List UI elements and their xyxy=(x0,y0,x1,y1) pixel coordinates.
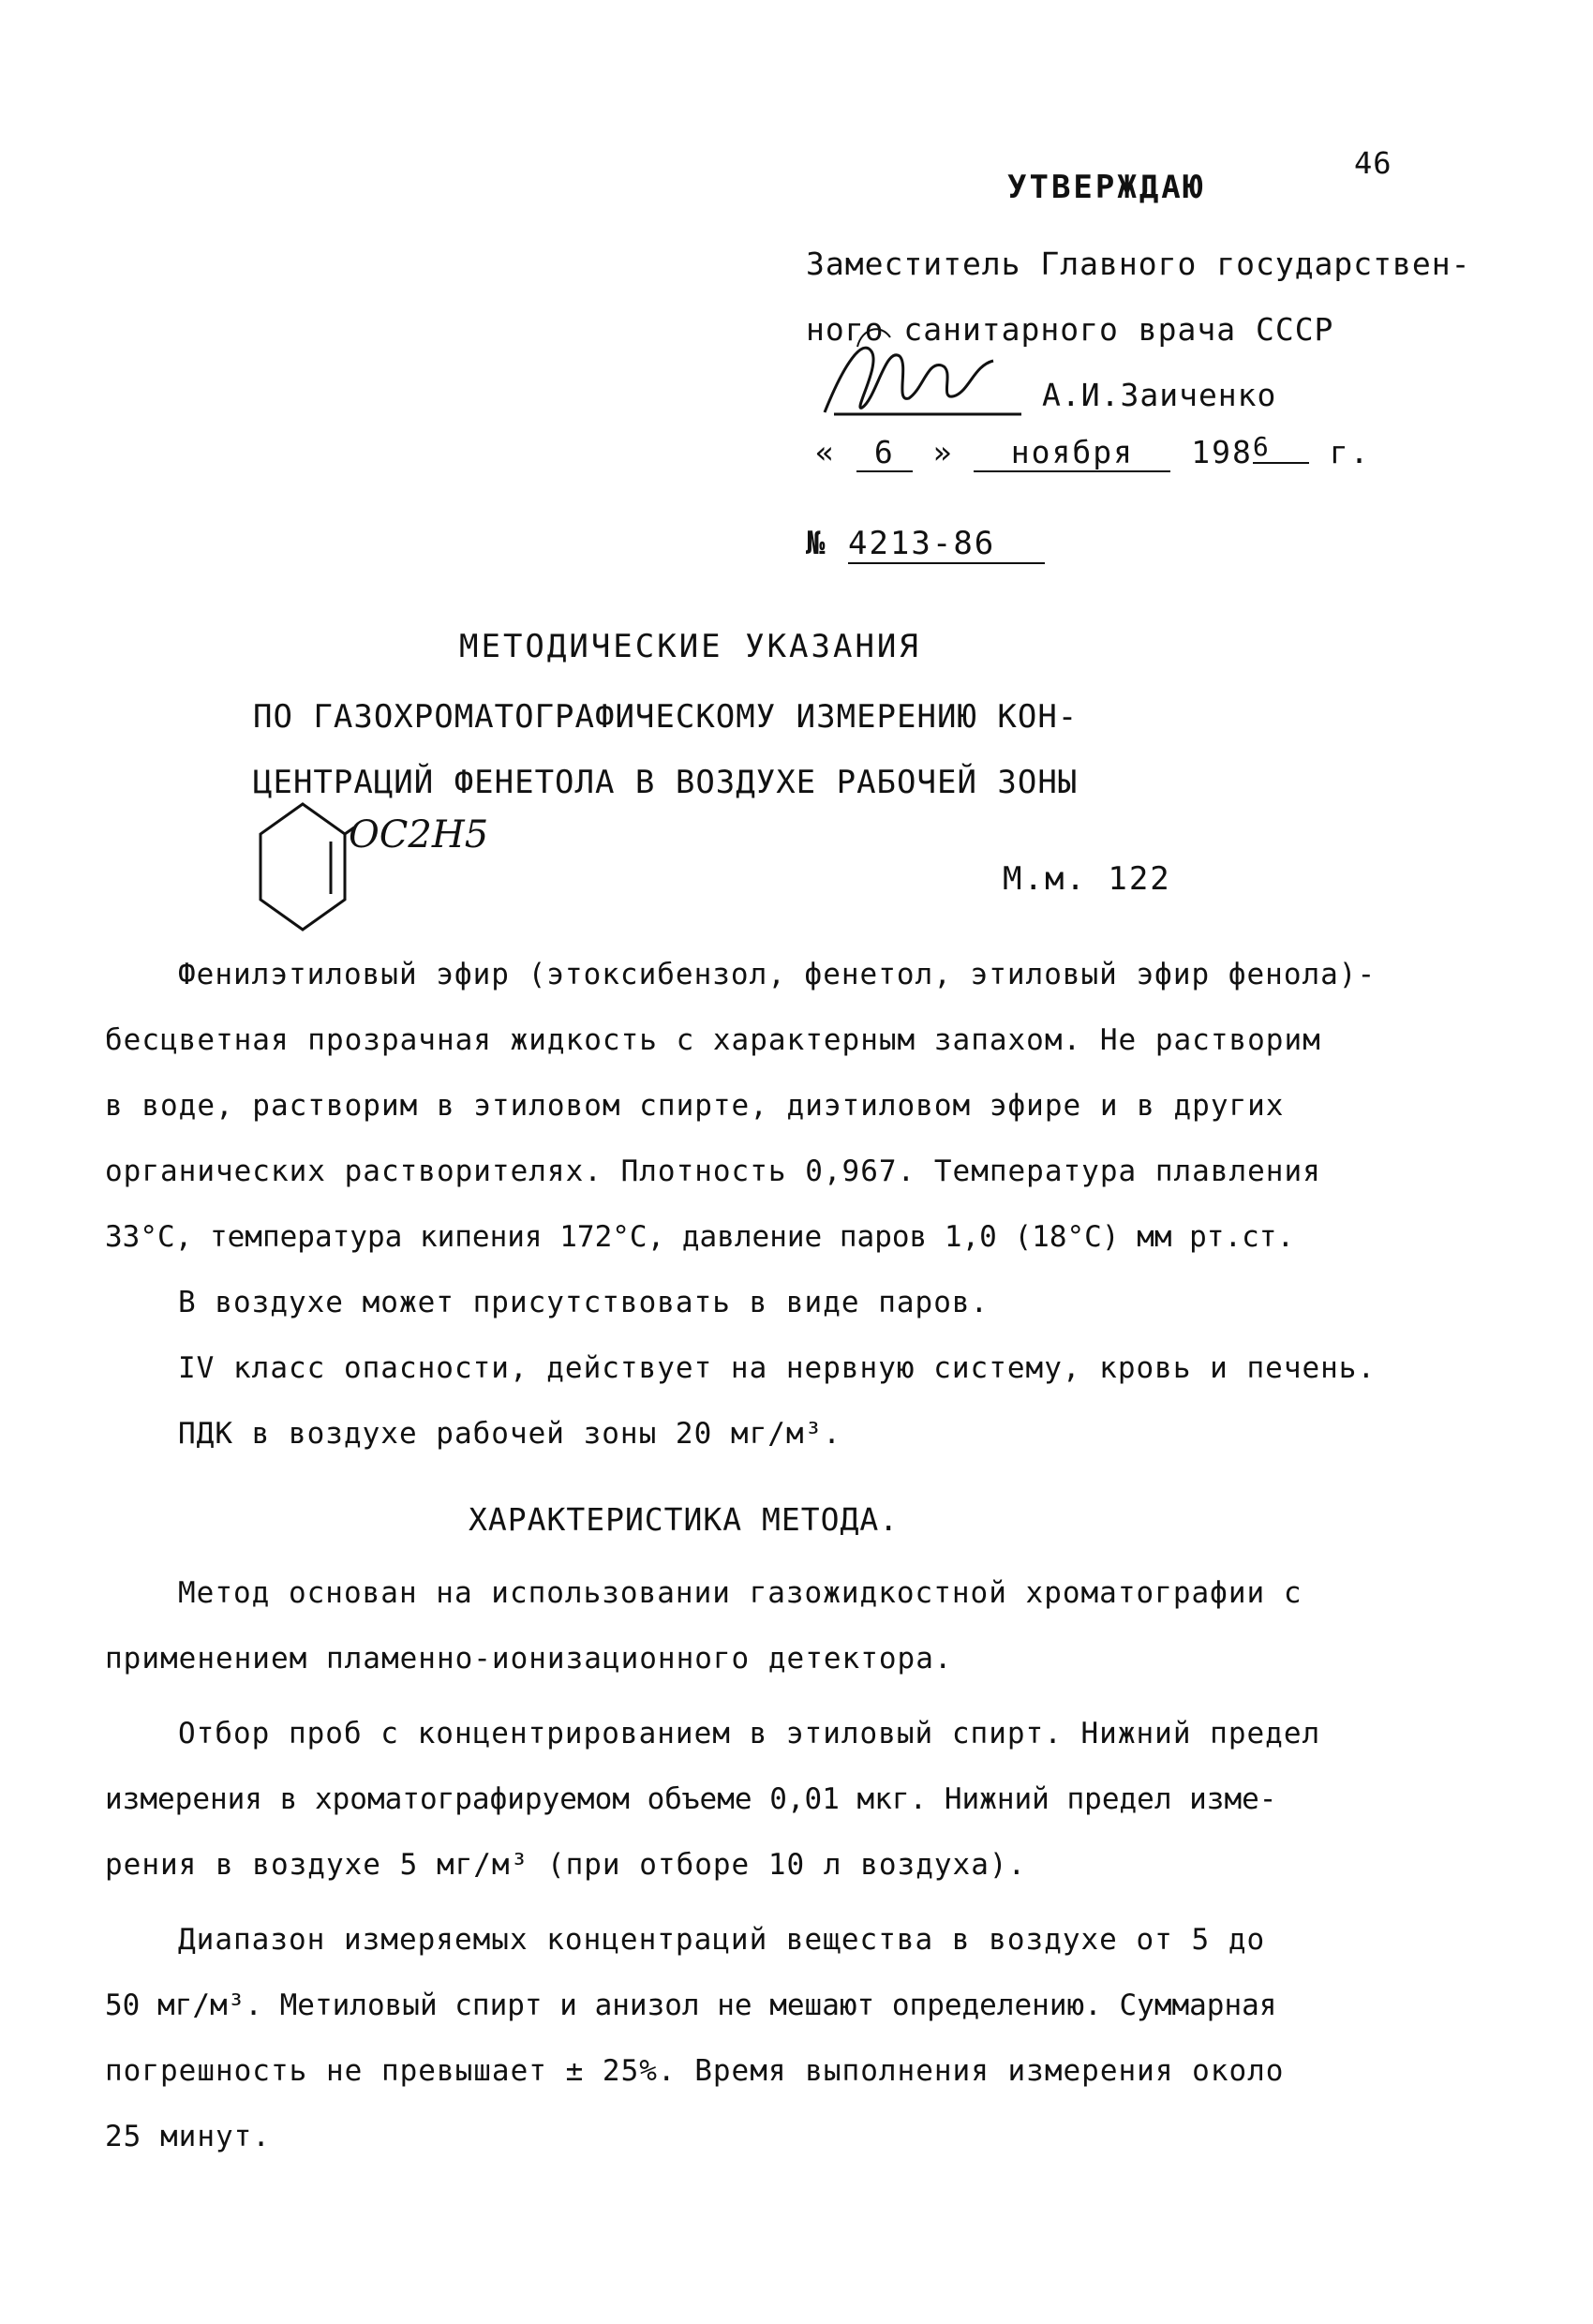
approval-line-2: ного санитарного врача СССР xyxy=(806,311,1334,348)
number-sign: № xyxy=(806,525,827,562)
method-p2-line-1: Отбор проб с концентрированием в этиловый спирт. Нижний предел xyxy=(178,1717,1321,1750)
method-p1-line-2: применением пламенно-ионизационного детектора. xyxy=(105,1642,953,1676)
approval-heading: УТВЕРЖДАЮ xyxy=(1007,169,1206,206)
description-line-1: Фенилэтиловый эфир (этоксибензол, фенетол, этиловый эфир фенола)- xyxy=(178,958,1377,991)
title-line-3: ЦЕНТРАЦИЙ ФЕНЕТОЛА В ВОЗДУХЕ РАБОЧЕЙ ЗОНЫ xyxy=(253,764,1079,801)
date-year-unit: г. xyxy=(1329,434,1371,470)
method-heading: ХАРАКТЕРИСТИКА МЕТОДА. xyxy=(469,1501,900,1538)
description-line-2: бесцветная прозрачная жидкость с характерным запахом. Не растворим xyxy=(105,1023,1321,1057)
benzene-ring-diagram xyxy=(251,797,354,946)
method-p3-line-4: 25 минут. xyxy=(105,2120,271,2153)
description-line-3: в воде, растворим в этиловом спирте, диэтиловом эфире и в других xyxy=(105,1089,1285,1123)
date-month: ноября xyxy=(974,434,1170,472)
method-p2-line-2: измерения в хроматографируемом объеме 0,01 мкг. Нижний предел изме- xyxy=(105,1782,1277,1816)
method-p3-line-2: 50 мг/м³. Метиловый спирт и анизол не мешают определению. Суммарная xyxy=(105,1989,1277,2022)
method-p2-line-3: рения в воздухе 5 мг/м³ (при отборе 10 л воздуха). xyxy=(105,1848,1027,1882)
formula-substituent xyxy=(349,813,488,857)
method-p3-line-3: погрешность не превышает ± 25%. Время выполнения измерения около xyxy=(105,2054,1285,2088)
date-close-quote: » xyxy=(932,434,954,470)
date-year-suffix: 6 xyxy=(1253,431,1309,464)
note-hazard-class: IV класс опасности, действует на нервную систему, кровь и печень. xyxy=(178,1351,1377,1385)
date-year-prefix: 198 xyxy=(1191,434,1253,470)
date-open-quote: « xyxy=(815,434,836,470)
title-line-2: ПО ГАЗОХРОМАТОГРАФИЧЕСКОМУ ИЗМЕРЕНИЮ КОН- xyxy=(253,698,1079,736)
method-p1-line-1: Метод основан на использовании газожидкостной хроматографии с xyxy=(178,1576,1303,1610)
signatory-name: А.И.Заиченко xyxy=(1042,377,1277,413)
number-value: 4213-86 xyxy=(848,525,1045,564)
description-line-4: органических растворителях. Плотность 0,967. Температура плавления xyxy=(105,1155,1321,1188)
signature xyxy=(806,309,1031,440)
molar-mass: М.м. 122 xyxy=(1003,860,1171,898)
substituent-text: OC2H5 xyxy=(349,813,489,857)
page-number: 46 xyxy=(1354,145,1392,181)
document-number xyxy=(806,525,1045,564)
approval-line-1: Заместитель Главного государствен- xyxy=(806,246,1471,282)
method-p3-line-1: Диапазон измеряемых концентраций вещества в воздухе от 5 до xyxy=(178,1923,1266,1957)
title-line-1: МЕТОДИЧЕСКИЕ УКАЗАНИЯ xyxy=(459,628,921,665)
note-vapor: В воздухе может присутствовать в виде паров. xyxy=(178,1286,990,1319)
note-mac: ПДК в воздухе рабочей зоны 20 мг/м³. xyxy=(178,1417,841,1451)
description-line-5: 33°С, температура кипения 172°С, давление паров 1,0 (18°С) мм рт.ст. xyxy=(105,1220,1295,1254)
approval-date xyxy=(815,431,1370,472)
date-day: 6 xyxy=(856,434,913,472)
